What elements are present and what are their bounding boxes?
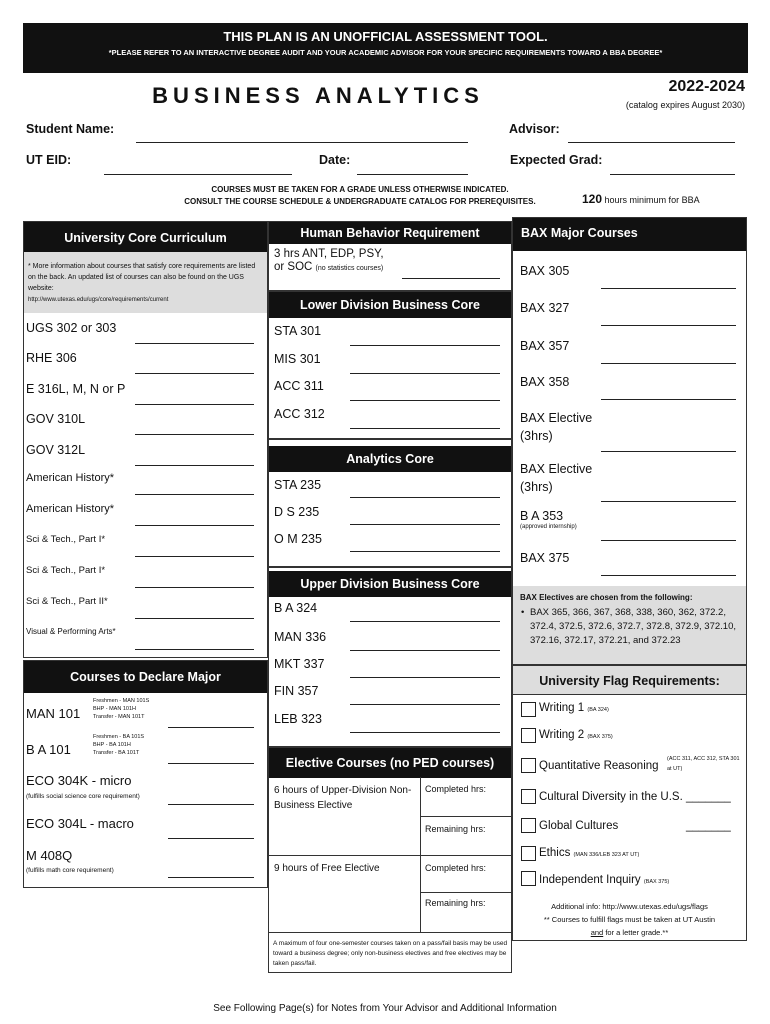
banner-line1: THIS PLAN IS AN UNOFFICIAL ASSESSMENT TOOL.	[223, 29, 548, 44]
upper-division-course-field[interactable]	[350, 704, 500, 705]
core-course-label: RHE 306	[26, 351, 77, 365]
man101-field[interactable]	[168, 727, 254, 728]
core-course-field[interactable]	[135, 587, 254, 588]
hours-text: hours minimum for BBA	[604, 195, 700, 205]
ba101-course: B A 101	[26, 742, 71, 757]
bax-course-field[interactable]	[601, 325, 736, 326]
bax-elective-2	[520, 460, 592, 496]
core-course-label: UGS 302 or 303	[26, 321, 117, 335]
ut-eid-field[interactable]	[104, 174, 292, 175]
ethics-checkbox[interactable]	[521, 846, 536, 861]
writing1-checkbox[interactable]	[521, 702, 536, 717]
eco304k-note: (fulfills social science core requirement)	[26, 793, 140, 800]
bax375-course: BAX 375	[520, 551, 570, 565]
bax-electives-info	[513, 586, 746, 664]
ba353-course: B A 353	[520, 509, 564, 523]
ba101-note-1: Freshmen - BA 101S	[93, 734, 145, 740]
lower-division-course-label: MIS 301	[274, 352, 321, 366]
analytics-course-label: D S 235	[274, 505, 320, 519]
elective-a-remaining[interactable]: Remaining hrs:	[425, 824, 486, 834]
core-course-field[interactable]	[135, 373, 254, 374]
man101-course: MAN 101	[26, 706, 81, 721]
upper-division-header: Upper Division Business Core	[269, 571, 511, 597]
human-behavior-line2: or SOC	[274, 261, 313, 273]
independent-inquiry-flag	[539, 874, 669, 886]
core-course-field[interactable]	[135, 556, 254, 557]
advisor-label: Advisor:	[509, 122, 560, 136]
m408q-note: (fulfills math core requirement)	[26, 867, 114, 874]
elective-a-completed[interactable]: Completed hrs:	[425, 784, 487, 794]
lower-division-course-field[interactable]	[350, 428, 500, 429]
grade-notice-line1: COURSES MUST BE TAKEN FOR A GRADE UNLESS OTHERWISE INDICATED.	[211, 185, 509, 194]
hours-number: 120	[582, 192, 603, 206]
bax-electives-title: BAX Electives are chosen from the following:	[520, 593, 693, 602]
core-course-field[interactable]	[135, 649, 254, 650]
bax-course-label: BAX 357	[520, 339, 570, 353]
bax-major-header: BAX Major Courses	[513, 218, 746, 251]
elective-b-remaining[interactable]: Remaining hrs:	[425, 898, 486, 908]
man101-note-3: Transfer - MAN 101T	[93, 714, 145, 720]
ethics-label: Ethics	[539, 847, 571, 859]
analytics-course-label: STA 235	[274, 478, 322, 492]
writing2-flag	[539, 729, 613, 741]
bax-course-field[interactable]	[601, 363, 736, 364]
upper-division-course-label: B A 324	[274, 601, 318, 615]
lower-division-course-field[interactable]	[350, 400, 500, 401]
ba101-note-3: Transfer - BA 101T	[93, 750, 140, 756]
elective-b-completed[interactable]: Completed hrs:	[425, 863, 487, 873]
human-behavior-field[interactable]	[402, 278, 500, 279]
catalog-year: 2022-2024	[668, 78, 745, 95]
grade-notice-line2: CONSULT THE COURSE SCHEDULE & UNDERGRADUATE CATALOG FOR PREREQUISITES.	[184, 197, 536, 206]
analytics-course-field[interactable]	[350, 551, 500, 552]
bax375-field[interactable]	[601, 575, 736, 576]
core-course-field[interactable]	[135, 434, 254, 435]
disclaimer-banner	[23, 23, 748, 73]
core-course-label: Sci & Tech., Part I*	[26, 565, 106, 576]
elective-row-divider	[268, 855, 512, 856]
core-course-label: GOV 312L	[26, 443, 86, 457]
bax-elective-2-hours: (3hrs)	[520, 480, 553, 494]
writing1-label: Writing 1	[539, 702, 585, 714]
core-course-label: GOV 310L	[26, 412, 86, 426]
flags-header: University Flag Requirements:	[513, 666, 746, 695]
flags-info	[513, 900, 746, 939]
quant-note: (ACC 311, ACC 312, STA 301 at UT)	[667, 756, 740, 772]
flags-info-line2: ** Courses to fulfill flags must be taken at UT Austin	[543, 915, 716, 924]
bax-elective-1-hours: (3hrs)	[520, 429, 553, 443]
upper-division-course-field[interactable]	[350, 677, 500, 678]
global-cultures-flag: Global Cultures	[539, 820, 619, 832]
man101-note-1: Freshmen - MAN 101S	[93, 698, 150, 704]
m408q-course: M 408Q	[26, 848, 73, 863]
hours-minimum	[582, 192, 700, 206]
core-note-box	[24, 252, 267, 313]
elective-b-split	[420, 892, 512, 893]
lower-division-course-label: ACC 312	[274, 407, 325, 421]
analytics-course-label: O M 235	[274, 532, 322, 546]
elective-note-divider	[268, 932, 512, 933]
m408q-field[interactable]	[168, 877, 254, 878]
eco304l-field[interactable]	[168, 838, 254, 839]
elective-courses-header: Elective Courses (no PED courses)	[269, 748, 511, 778]
grade-notice	[150, 184, 570, 208]
bax-course-field[interactable]	[601, 288, 736, 289]
ba101-note-2: BHP - BA 101H	[93, 742, 131, 748]
bax-elective-2-label: BAX Elective	[520, 462, 593, 476]
writing1-flag	[539, 702, 609, 714]
cultural-diversity-flag: Cultural Diversity in the U.S. _______	[539, 791, 731, 803]
core-course-field[interactable]	[135, 343, 254, 344]
core-course-label: Sci & Tech., Part I*	[26, 534, 106, 545]
writing2-label: Writing 2	[539, 729, 585, 741]
writing2-note: (BAX 375)	[587, 734, 613, 740]
bax-course-label: BAX 327	[520, 301, 570, 315]
university-core-header: University Core Curriculum	[24, 222, 267, 252]
core-course-field[interactable]	[135, 494, 254, 495]
ba101-notes	[93, 733, 144, 757]
student-name-label: Student Name:	[26, 122, 115, 136]
global-cultures-line: _______	[686, 820, 731, 832]
expected-grad-field[interactable]	[610, 174, 735, 175]
expected-grad-label: Expected Grad:	[510, 153, 603, 167]
core-course-label: E 316L, M, N or P	[26, 382, 126, 396]
core-course-field[interactable]	[135, 525, 254, 526]
writing1-note: (BA 324)	[587, 707, 609, 713]
bax-elective-1-label: BAX Elective	[520, 411, 593, 425]
core-course-label: Sci & Tech., Part II*	[26, 596, 108, 607]
declare-major-header: Courses to Declare Major	[24, 661, 267, 693]
bax-electives-list: BAX 365, 366, 367, 368, 338, 360, 362, 372.2, 372.4, 372.5, 372.6, 372.7, 372.8, 372.9, 372.10, 372.16, 372.17, 372.21, and 372.23	[530, 607, 737, 646]
date-label: Date:	[319, 153, 351, 167]
global-cultures-checkbox[interactable]	[521, 818, 536, 833]
bax-elective-1	[520, 409, 592, 445]
quant-flag: Quantitative Reasoning	[539, 760, 659, 772]
footer-note: See Following Page(s) for Notes from Your Advisor and Additional Information	[213, 1003, 557, 1014]
pass-fail-note: A maximum of four one-semester courses taken on a pass/fail basis may be used toward a business degree; only non-business electives and free electives may be taken pass/fail.	[273, 940, 508, 967]
bax-course-label: BAX 358	[520, 375, 570, 389]
ethics-flag	[539, 847, 639, 859]
page-title: BUSINESS ANALYTICS	[152, 83, 484, 108]
quant-checkbox[interactable]	[521, 758, 536, 773]
bax-course-field[interactable]	[601, 399, 736, 400]
lower-division-course-label: STA 301	[274, 324, 322, 338]
eco304l-course: ECO 304L - macro	[26, 816, 134, 831]
upper-division-course-field[interactable]	[350, 621, 500, 622]
upper-division-course-label: LEB 323	[274, 712, 322, 726]
lower-division-header: Lower Division Business Core	[269, 292, 511, 318]
core-note: * More information about courses that satisfy core requirements are listed on the back. An updated list of courses can also be found on the UGS website:	[28, 263, 256, 292]
writing2-checkbox[interactable]	[521, 728, 536, 743]
analytics-core-header: Analytics Core	[269, 446, 511, 472]
core-course-label: American History*	[26, 472, 115, 484]
core-course-label: American History*	[26, 503, 115, 515]
student-name-field[interactable]	[136, 142, 468, 143]
upper-division-course-field[interactable]	[350, 650, 500, 651]
flags-info-line1: Additional info: http://www.utexas.edu/ugs/flags	[551, 902, 708, 911]
flags-info-line3: for a letter grade.**	[603, 928, 669, 937]
lower-division-course-field[interactable]	[350, 373, 500, 374]
independent-inquiry-note: (BAX 375)	[643, 879, 670, 885]
banner-line2: *PLEASE REFER TO AN INTERACTIVE DEGREE AUDIT AND YOUR ACADEMIC ADVISOR FOR YOUR SPECIFIC REQUIREMENTS TOWARD A BBA DEGREE*	[108, 48, 663, 57]
ut-eid-label: UT EID:	[26, 153, 72, 167]
elective-a-split	[420, 816, 512, 817]
lower-division-course-label: ACC 311	[274, 379, 324, 393]
upper-division-course-label: FIN 357	[274, 684, 319, 698]
cultural-diversity-checkbox[interactable]	[521, 789, 536, 804]
university-core-box	[23, 221, 268, 658]
date-field[interactable]	[357, 174, 468, 175]
ba353-field[interactable]	[601, 540, 736, 541]
bax-elective-1-field[interactable]	[601, 451, 736, 452]
ethics-note: (MAN 336/LEB 323 AT UT)	[573, 852, 640, 858]
human-behavior-note: (no statistics courses)	[315, 265, 384, 272]
upper-division-course-label: MAN 336	[274, 630, 327, 644]
analytics-core-box	[268, 439, 512, 567]
elective-free: 9 hours of Free Elective	[274, 863, 380, 874]
bax-course-label: BAX 305	[520, 264, 570, 278]
core-course-field[interactable]	[135, 465, 254, 466]
analytics-course-field[interactable]	[350, 497, 500, 498]
advisor-field[interactable]	[568, 142, 735, 143]
man101-note-2: BHP - MAN 101H	[93, 706, 136, 712]
bullet-icon: •	[521, 607, 525, 618]
core-course-field[interactable]	[135, 618, 254, 619]
flags-info-and: and	[590, 928, 604, 937]
core-url: http://www.utexas.edu/ugs/core/requirements/current	[28, 297, 169, 303]
human-behavior-line1: 3 hrs ANT, EDP, PSY,	[274, 248, 384, 260]
upper-division-course-field[interactable]	[350, 732, 500, 733]
lower-division-course-field[interactable]	[350, 345, 500, 346]
bax-elective-2-field[interactable]	[601, 501, 736, 502]
man101-notes	[93, 697, 149, 721]
core-course-field[interactable]	[135, 404, 254, 405]
upper-division-course-label: MKT 337	[274, 657, 325, 671]
independent-inquiry-checkbox[interactable]	[521, 871, 536, 886]
eco304k-field[interactable]	[168, 804, 254, 805]
human-behavior-header: Human Behavior Requirement	[269, 222, 511, 244]
human-behavior-text	[274, 248, 384, 275]
ba353-note: (approved internship)	[520, 524, 577, 530]
ba101-field[interactable]	[168, 763, 254, 764]
elective-upper-division: 6 hours of Upper-Division Non-Business Elective	[274, 785, 412, 811]
analytics-course-field[interactable]	[350, 524, 500, 525]
eco304k-course: ECO 304K - micro	[26, 773, 132, 788]
independent-inquiry-label: Independent Inquiry	[539, 874, 641, 886]
catalog-expiry: (catalog expires August 2030)	[625, 100, 745, 110]
core-course-label: Visual & Performing Arts*	[26, 627, 116, 636]
